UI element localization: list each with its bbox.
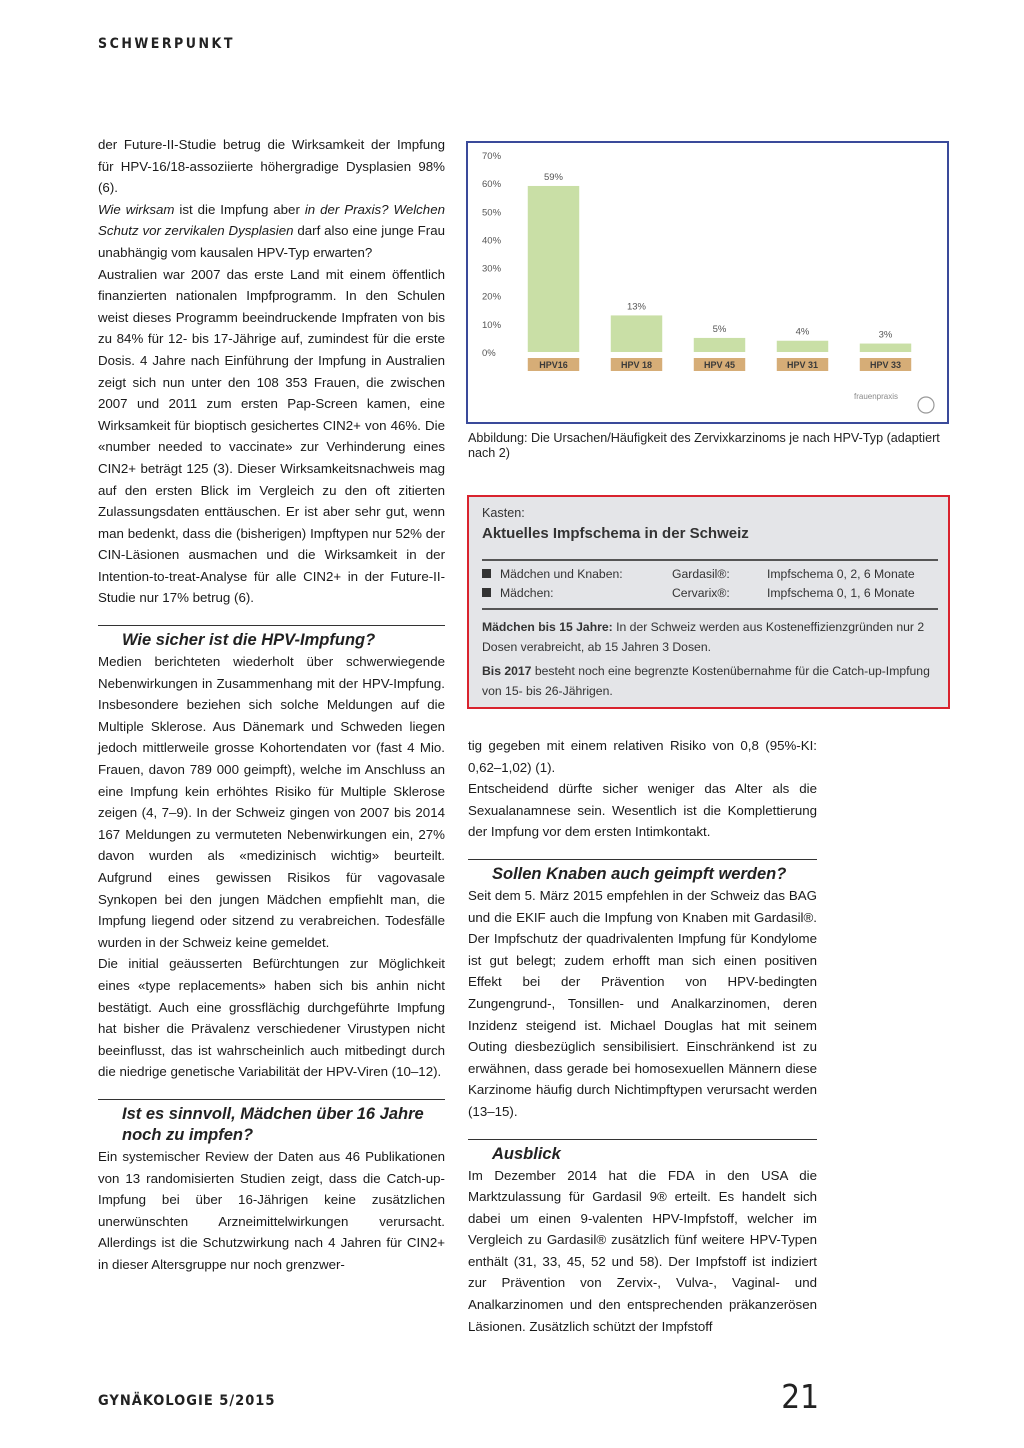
text-run: darf also eine junge Frau unabhängig vom kausalen HPV-Typ erwarten?	[98, 223, 445, 260]
section-heading: Ausblick	[468, 1139, 817, 1165]
box-note	[482, 617, 942, 657]
x-tick-label: HPV 33	[869, 360, 902, 370]
y-tick-label: 60%	[482, 179, 502, 191]
journal-footer: GYNÄKOLOGIE 5/2015	[98, 1393, 276, 1409]
value-label: 13%	[626, 301, 647, 313]
paragraph: Die initial geäusserten Befürchtungen zur Möglichkeit eines «type replacements» haben sich bis anhin nicht bestätigt. Auch eine grossflächig durchgeführte Impfung hat bisher die Prävalenz verschiedener Virustypen nicht beeinflusst, das ist wahrscheinlich auch mitbedingt durch die niedrige genetische Variabilität der HPV-Viren (10–12).	[98, 956, 445, 1080]
page-number: 21	[781, 1377, 819, 1416]
y-tick-label: 30%	[482, 263, 502, 275]
value-label: 5%	[712, 323, 727, 335]
watermark-logo	[854, 392, 934, 413]
paragraph: Entscheidend dürfte sicher weniger das Alter als die Sexualanamnese sein. Wesentlich ist die Komplettierung der Impfung vor dem ersten Intimkontakt.	[468, 781, 817, 840]
section-heading: Wie sicher ist die HPV-Impfung?	[98, 625, 445, 651]
note-text: besteht noch eine begrenzte Kostenübernahme für die Catch-up-Impfung von 15- bis 26-Jährigen.	[482, 664, 930, 698]
note-bold: Bis 2017	[482, 664, 532, 678]
row-schema: Impfschema 0, 2, 6 Monate	[767, 567, 915, 581]
x-tick-label: HPV 18	[620, 360, 653, 370]
watermark-text: frauenpraxis	[853, 392, 899, 401]
value-label: 4%	[795, 326, 810, 338]
y-tick-label: 70%	[482, 151, 502, 162]
bullet-square-icon	[482, 569, 491, 578]
row-vaccine: Cervarix®:	[672, 586, 730, 600]
bar	[777, 341, 828, 352]
x-tick-label: HPV16	[539, 360, 568, 370]
paragraph: tig gegeben mit einem relativen Risiko von 0,8 (95%-KI: 0,62–1,02) (1).	[468, 738, 817, 775]
text-run: ist die Impfung aber	[174, 201, 305, 217]
row-vaccine: Gardasil®:	[672, 567, 730, 581]
value-labels	[544, 172, 893, 341]
y-tick-label: 40%	[482, 235, 502, 247]
bar	[860, 344, 911, 352]
row-group: Mädchen:	[500, 586, 554, 600]
paragraph: Medien berichteten wiederholt über schwerwiegende Nebenwirkungen in Zusammenhang mit der HPV-Impfung. Insbesondere beziehen sich solche Meldungen auf die Multiple Sklerose. Aus Dänemark und Schweden liegen jedoch mittlerweile grosse Kohortendaten vor (fast 4 Mio. Frauen, davon 789 000 geimpft), welche im Anschluss an eine Impfung kein erhöhtes Risiko für Multiple Sklerose zeigen (4, 7–9). In der Schweiz gingen von 2007 bis 2014 167 Meldungen zu vermuteten Nebenwirkungen ein, 27% davon wurden als «medizinisch wichtig» beurteilt. Aufgrund eines gewissen Risikos für vagovasale Synkopen bei den jungen Mädchen empfiehlt man, die Impfung liegend oder sitzend zu verabreichen. Todesfälle wurden in der Schweiz keine gemeldet.	[98, 654, 445, 950]
text-column-right	[468, 735, 817, 1337]
paragraph: Ein systemischer Review der Daten aus 46 Publikationen von 13 randomisierten Studien zeigt, dass die Catch-up-Impfung bei über 16-Jährigen keine zusätzlichen unerwünschten Arzneimittelwirkungen verursacht. Allerdings ist die Schutzwirkung nach 4 Jahren für CIN2+ in dieser Altersgruppe nur noch grenzwer-	[98, 1148, 445, 1272]
y-tick-label: 10%	[482, 319, 502, 331]
schedule-row	[482, 567, 915, 581]
y-axis	[482, 151, 502, 359]
section-heading: Sollen Knaben auch geimpft werden?	[468, 859, 817, 885]
paragraph: Im Dezember 2014 hat die FDA in den USA die Marktzulassung für Gardasil 9® erteilt. Es handelt sich dabei um einen 9-valenten HPV-Impfstoff, welcher im Vergleich zu Gardasil® zusätzlich fünf weitere HPV-Typen enthält (31, 33, 45, 52 und 58). Der Impfstoff ist indiziert zur Prävention von Zervix-, Vulva-, Vaginal- und Analkarzinomen und den entsprechenden präkanzerösen Läsionen. Zusätzlich schützt der Impfstoff	[468, 1167, 817, 1334]
bullet-square-icon	[482, 588, 491, 597]
paragraph: Australien war 2007 das erste Land mit einem öffentlich finanzierten nationalen Impfprogramm. In den Schulen weist dieses Programm beeindruckende Impfraten von bis zu 84% für 12- bis 17-Jährige auf, zumindest für die erste Dosis. 4 Jahre nach Einführung der Impfung in Australien zeigt sich nun unter den 108 353 Frauen, die zwischen 2007 und 2011 zum ersten Pap-Screen kamen, eine Wirksamkeit für bioptisch gesichertes CIN2+ von 46%. Die «number needed to vaccinate» zur Verhinderung eines CIN2+ beträgt 125 (3). Dieser Wirksamkeitsnachweis mag auf den ersten Blick im Vergleich zu den oft zitierten Zulassungsdaten enttäuschen. Er ist aber sehr gut, wenn man bedenkt, dass die (bisherigen) Impftypen nur 52% der CIN-Läsionen ausmachen und die Wirksamkeit in der Intention-to-treat-Analyse für alle CIN2+ in der Future-II-Studie nur 17% betrug (6).	[98, 266, 445, 606]
italic-text: Wie wirksam	[98, 201, 175, 217]
y-tick-label: 20%	[482, 291, 502, 303]
section-heading: Ist es sinnvoll, Mädchen über 16 Jahre noch zu impfen?	[98, 1099, 445, 1146]
note-bold: Mädchen bis 15 Jahre:	[482, 620, 613, 634]
paragraph	[98, 199, 445, 264]
running-header: SCHWERPUNKT	[98, 36, 235, 52]
chart-figure	[466, 141, 949, 424]
x-axis	[528, 358, 911, 371]
bar-chart	[468, 143, 947, 422]
paragraph: Seit dem 5. März 2015 empfehlen in der Schweiz das BAG und die EKIF auch die Impfung von Knaben mit Gardasil®. Der Impfschutz der quadrivalenten Impfung für Kondylome ist gut belegt; zudem erhofft man sich einen positiven Effekt bei der Prävention von HPV-bedingten Zungengrund-, Tonsillen- und Analkarzinomen, deren Inzidenz steigend ist. Michael Douglas hat mit seinem Outing diesbezüglich sensibilisiert. Einschränkend ist zu erwähnen, dass gerade bei homosexuellen Männern diese Karzinome häufig durch Nichtimpftypen verursacht werden (13–15).	[468, 887, 817, 1119]
value-label: 3%	[878, 329, 893, 341]
schedule-row	[482, 586, 915, 600]
box-title: Aktuelles Impfschema in der Schweiz	[482, 525, 749, 542]
box-label: Kasten:	[482, 506, 525, 520]
bar	[528, 186, 579, 352]
info-box	[467, 495, 950, 709]
value-label: 59%	[543, 171, 564, 183]
bar	[611, 315, 662, 352]
bar	[694, 338, 745, 352]
y-tick-label: 0%	[482, 348, 496, 359]
x-tick-label: HPV 31	[786, 360, 819, 370]
box-note	[482, 661, 942, 701]
text-column-left	[98, 134, 445, 1276]
x-tick-label: HPV 45	[703, 360, 736, 370]
box-divider	[482, 559, 938, 561]
figure-caption: Abbildung: Die Ursachen/Häufigkeit des Zervixkarzinoms je nach HPV-Typ (adaptiert nach 2)	[468, 431, 940, 460]
row-group: Mädchen und Knaben:	[500, 567, 623, 581]
row-schema: Impfschema 0, 1, 6 Monate	[767, 586, 915, 600]
paragraph: der Future-II-Studie betrug die Wirksamkeit der Impfung für HPV-16/18-assoziierte höhergradige Dysplasien 98% (6).	[98, 137, 445, 196]
note-text: In der Schweiz werden aus Kosteneffizienzgründen nur 2 Dosen verabreicht, ab 15 Jahren 3 Dosen.	[482, 620, 925, 654]
y-tick-label: 50%	[482, 207, 502, 219]
italic-text: in der Praxis? Welchen Schutz vor zervikalen Dysplasien	[98, 201, 445, 239]
watermark-circle	[918, 397, 934, 413]
box-divider	[482, 608, 938, 610]
